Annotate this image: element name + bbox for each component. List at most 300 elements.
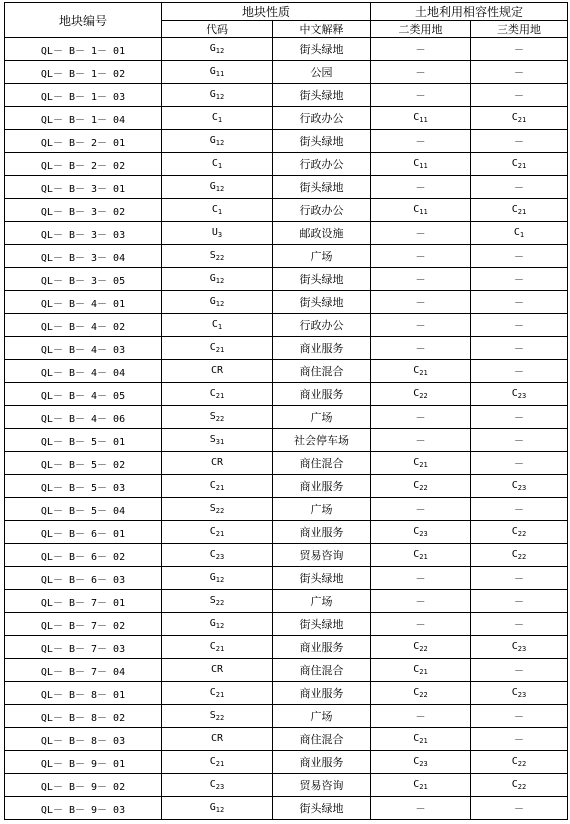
type2-cell bbox=[371, 544, 471, 567]
land-code: C bbox=[209, 342, 216, 353]
table-row bbox=[5, 268, 568, 291]
parcel-id-cell bbox=[5, 590, 162, 613]
parcel-id-cell bbox=[5, 176, 162, 199]
table-row bbox=[5, 314, 568, 337]
parcel-id-cell bbox=[5, 245, 162, 268]
type3-code: － bbox=[514, 574, 524, 585]
land-code-cell bbox=[162, 406, 273, 429]
type2-code: C bbox=[413, 204, 420, 215]
type3-cell bbox=[471, 84, 568, 107]
type3-code-subscript: 21 bbox=[517, 208, 527, 216]
table-row bbox=[5, 705, 568, 728]
land-use-table bbox=[4, 2, 568, 820]
type2-code: － bbox=[415, 321, 426, 332]
parcel-id-cell bbox=[5, 130, 162, 153]
chinese-description: 街头绿地 bbox=[299, 181, 344, 194]
chinese-description-cell bbox=[273, 107, 371, 130]
type3-code: － bbox=[514, 505, 524, 516]
type3-code: － bbox=[514, 620, 524, 631]
land-code-subscript: 31 bbox=[215, 438, 225, 446]
parcel-id: QL－ B－ 1－ 03 bbox=[40, 91, 126, 103]
type3-code: － bbox=[514, 436, 524, 447]
land-code-cell bbox=[162, 429, 273, 452]
type2-code: － bbox=[415, 45, 426, 56]
type2-cell bbox=[371, 728, 471, 751]
type3-code-subscript: 21 bbox=[517, 116, 527, 124]
type3-code: － bbox=[514, 666, 524, 677]
land-code-cell bbox=[162, 314, 273, 337]
land-code: G bbox=[209, 296, 216, 307]
land-code-subscript: 12 bbox=[215, 139, 225, 147]
type3-cell bbox=[471, 360, 568, 383]
table-row bbox=[5, 797, 568, 820]
type3-code: － bbox=[514, 45, 524, 56]
table-row bbox=[5, 61, 568, 84]
type3-cell bbox=[471, 452, 568, 475]
chinese-description: 贸易咨询 bbox=[299, 549, 344, 562]
table-row bbox=[5, 452, 568, 475]
type2-code-subscript: 23 bbox=[419, 530, 428, 538]
chinese-description-cell bbox=[273, 130, 371, 153]
land-code-cell bbox=[162, 176, 273, 199]
chinese-description: 广场 bbox=[310, 710, 333, 723]
chinese-description-cell bbox=[273, 314, 371, 337]
land-code-cell bbox=[162, 728, 273, 751]
land-code: C bbox=[209, 549, 216, 560]
type3-code: － bbox=[514, 413, 524, 424]
type3-cell bbox=[471, 245, 568, 268]
chinese-description: 商业服务 bbox=[299, 641, 344, 654]
land-code-subscript: 1 bbox=[217, 116, 223, 124]
land-code-cell bbox=[162, 774, 273, 797]
land-code-subscript: 22 bbox=[215, 507, 225, 515]
chinese-description-cell bbox=[273, 337, 371, 360]
land-code-subscript: 12 bbox=[215, 277, 225, 285]
chinese-description-cell bbox=[273, 659, 371, 682]
chinese-description: 街头绿地 bbox=[299, 135, 344, 148]
parcel-id: QL－ B－ 8－ 03 bbox=[40, 735, 126, 747]
chinese-description: 行政办公 bbox=[299, 158, 344, 171]
chinese-description: 广场 bbox=[310, 503, 333, 516]
table-row bbox=[5, 38, 568, 61]
type3-code: C bbox=[511, 687, 518, 698]
land-code-cell bbox=[162, 498, 273, 521]
land-code: G bbox=[209, 802, 216, 813]
chinese-description: 社会停车场 bbox=[294, 434, 349, 447]
land-code: U bbox=[211, 227, 218, 238]
type2-cell bbox=[371, 452, 471, 475]
chinese-description: 街头绿地 bbox=[299, 89, 344, 102]
land-code: CR bbox=[210, 365, 224, 376]
type3-code-subscript: 22 bbox=[517, 783, 527, 791]
chinese-description-cell bbox=[273, 452, 371, 475]
chinese-description-cell bbox=[273, 38, 371, 61]
type2-code: C bbox=[413, 457, 420, 468]
table-row bbox=[5, 613, 568, 636]
type2-cell bbox=[371, 429, 471, 452]
parcel-id-cell bbox=[5, 636, 162, 659]
header-compatibility: 土地利用相容性规定 bbox=[371, 3, 568, 21]
table-row bbox=[5, 222, 568, 245]
land-code-subscript: 21 bbox=[215, 645, 225, 653]
chinese-description: 街头绿地 bbox=[299, 572, 344, 585]
parcel-id: QL－ B－ 8－ 02 bbox=[40, 712, 126, 724]
type2-cell bbox=[371, 360, 471, 383]
parcel-id-cell bbox=[5, 314, 162, 337]
table-row bbox=[5, 567, 568, 590]
type2-code: － bbox=[415, 344, 426, 355]
land-code: C bbox=[211, 319, 218, 330]
land-code: CR bbox=[210, 457, 224, 468]
chinese-description: 商业服务 bbox=[299, 526, 344, 539]
land-code-cell bbox=[162, 199, 273, 222]
type3-cell bbox=[471, 498, 568, 521]
land-code: G bbox=[209, 618, 216, 629]
chinese-description-cell bbox=[273, 774, 371, 797]
chinese-description: 商业服务 bbox=[299, 342, 344, 355]
type2-cell bbox=[371, 797, 471, 820]
type2-cell bbox=[371, 107, 471, 130]
type2-cell bbox=[371, 337, 471, 360]
type3-code-subscript: 23 bbox=[517, 691, 527, 699]
type3-cell bbox=[471, 567, 568, 590]
land-code-cell bbox=[162, 84, 273, 107]
type2-cell bbox=[371, 38, 471, 61]
type3-cell bbox=[471, 429, 568, 452]
parcel-id: QL－ B－ 9－ 01 bbox=[40, 758, 126, 770]
land-code: C bbox=[209, 756, 216, 767]
parcel-id-cell bbox=[5, 498, 162, 521]
chinese-description: 广场 bbox=[310, 411, 333, 424]
chinese-description-cell bbox=[273, 291, 371, 314]
land-code: C bbox=[209, 480, 216, 491]
parcel-id-cell bbox=[5, 728, 162, 751]
land-code-cell bbox=[162, 521, 273, 544]
type2-cell bbox=[371, 291, 471, 314]
type3-cell bbox=[471, 199, 568, 222]
type3-code-subscript: 23 bbox=[517, 645, 527, 653]
type3-code: － bbox=[514, 459, 524, 470]
table-row bbox=[5, 659, 568, 682]
type3-cell bbox=[471, 636, 568, 659]
parcel-id-cell bbox=[5, 153, 162, 176]
type2-code: C bbox=[413, 733, 420, 744]
type3-cell bbox=[471, 153, 568, 176]
land-code: G bbox=[209, 135, 216, 146]
chinese-description-cell bbox=[273, 61, 371, 84]
table-row bbox=[5, 84, 568, 107]
type3-code: － bbox=[514, 367, 524, 378]
chinese-description: 贸易咨询 bbox=[299, 779, 344, 792]
type2-cell bbox=[371, 245, 471, 268]
land-code: CR bbox=[210, 664, 224, 675]
type3-cell bbox=[471, 291, 568, 314]
header-type2-land: 二类用地 bbox=[371, 21, 471, 38]
chinese-description: 行政办公 bbox=[299, 112, 344, 125]
land-code: G bbox=[209, 89, 216, 100]
land-code: G bbox=[209, 66, 216, 77]
type2-code: C bbox=[413, 641, 420, 652]
land-code: G bbox=[209, 181, 216, 192]
header-row-1 bbox=[5, 3, 568, 21]
chinese-description-cell bbox=[273, 176, 371, 199]
parcel-id: QL－ B－ 7－ 04 bbox=[40, 666, 126, 678]
parcel-id: QL－ B－ 5－ 03 bbox=[40, 482, 126, 494]
land-code-cell bbox=[162, 705, 273, 728]
type2-code-subscript: 21 bbox=[419, 553, 428, 561]
land-code-cell bbox=[162, 245, 273, 268]
type2-code: － bbox=[415, 298, 426, 309]
parcel-id: QL－ B－ 8－ 01 bbox=[40, 689, 126, 701]
parcel-id: QL－ B－ 6－ 02 bbox=[40, 551, 126, 563]
land-code-subscript: 12 bbox=[215, 185, 225, 193]
type2-code: C bbox=[413, 480, 420, 491]
chinese-description-cell bbox=[273, 728, 371, 751]
parcel-id: QL－ B－ 4－ 06 bbox=[40, 413, 126, 425]
table-row bbox=[5, 360, 568, 383]
type2-cell bbox=[371, 590, 471, 613]
type2-cell bbox=[371, 498, 471, 521]
land-code-cell bbox=[162, 567, 273, 590]
table-row bbox=[5, 774, 568, 797]
type3-code: － bbox=[514, 735, 524, 746]
type2-code: － bbox=[415, 229, 426, 240]
chinese-description-cell bbox=[273, 590, 371, 613]
land-code: S bbox=[209, 434, 216, 445]
type3-cell bbox=[471, 751, 568, 774]
parcel-id: QL－ B－ 6－ 01 bbox=[40, 528, 126, 540]
land-code: S bbox=[209, 595, 216, 606]
parcel-id: QL－ B－ 2－ 02 bbox=[40, 160, 126, 172]
chinese-description-cell bbox=[273, 245, 371, 268]
type2-cell bbox=[371, 314, 471, 337]
type3-cell bbox=[471, 337, 568, 360]
parcel-id-cell bbox=[5, 84, 162, 107]
chinese-description: 街头绿地 bbox=[299, 43, 344, 56]
type3-cell bbox=[471, 268, 568, 291]
type2-cell bbox=[371, 636, 471, 659]
type2-cell bbox=[371, 682, 471, 705]
land-code-subscript: 12 bbox=[215, 622, 225, 630]
header-land-nature: 地块性质 bbox=[162, 3, 371, 21]
chinese-description-cell bbox=[273, 429, 371, 452]
land-code-subscript: 12 bbox=[215, 300, 225, 308]
type2-cell bbox=[371, 383, 471, 406]
type3-cell bbox=[471, 797, 568, 820]
chinese-description: 商住混合 bbox=[299, 733, 344, 746]
parcel-id-cell bbox=[5, 107, 162, 130]
type3-code-subscript: 21 bbox=[517, 162, 527, 170]
land-code-cell bbox=[162, 636, 273, 659]
parcel-id: QL－ B－ 4－ 03 bbox=[40, 344, 126, 356]
land-code: S bbox=[209, 250, 216, 261]
land-code-subscript: 21 bbox=[215, 691, 225, 699]
type2-code-subscript: 22 bbox=[419, 484, 428, 492]
type3-cell bbox=[471, 613, 568, 636]
type2-code: － bbox=[415, 183, 426, 194]
chinese-description: 商业服务 bbox=[299, 388, 344, 401]
parcel-id-cell bbox=[5, 475, 162, 498]
land-code: C bbox=[209, 526, 216, 537]
parcel-id-cell bbox=[5, 383, 162, 406]
chinese-description-cell bbox=[273, 268, 371, 291]
chinese-description-cell bbox=[273, 751, 371, 774]
type2-code-subscript: 22 bbox=[419, 691, 428, 699]
land-code-subscript: 21 bbox=[215, 530, 225, 538]
land-code-cell bbox=[162, 751, 273, 774]
type3-code: C bbox=[511, 549, 518, 560]
land-code-cell bbox=[162, 61, 273, 84]
land-code-subscript: 23 bbox=[215, 783, 225, 791]
type2-code-subscript: 21 bbox=[419, 668, 428, 676]
type2-code: － bbox=[415, 574, 426, 585]
type2-code: － bbox=[415, 505, 426, 516]
land-code-subscript: 22 bbox=[215, 599, 225, 607]
chinese-description-cell bbox=[273, 636, 371, 659]
land-code: C bbox=[211, 112, 218, 123]
parcel-id: QL－ B－ 7－ 03 bbox=[40, 643, 126, 655]
land-code: C bbox=[209, 388, 216, 399]
land-code: C bbox=[211, 204, 218, 215]
land-code: S bbox=[209, 503, 216, 514]
chinese-description: 街头绿地 bbox=[299, 273, 344, 286]
type3-cell bbox=[471, 38, 568, 61]
land-code-cell bbox=[162, 383, 273, 406]
chinese-description-cell bbox=[273, 360, 371, 383]
table-row bbox=[5, 176, 568, 199]
parcel-id-cell bbox=[5, 544, 162, 567]
type2-code: C bbox=[413, 664, 420, 675]
parcel-id: QL－ B－ 6－ 03 bbox=[40, 574, 126, 586]
header-code: 代码 bbox=[162, 21, 273, 38]
type3-code: C bbox=[511, 641, 518, 652]
type3-code: C bbox=[511, 526, 518, 537]
parcel-id: QL－ B－ 1－ 04 bbox=[40, 114, 126, 126]
land-code-cell bbox=[162, 130, 273, 153]
type3-code-subscript: 22 bbox=[517, 530, 527, 538]
type3-code: － bbox=[514, 275, 524, 286]
land-code-cell bbox=[162, 153, 273, 176]
land-code-subscript: 12 bbox=[215, 576, 225, 584]
type2-cell bbox=[371, 153, 471, 176]
table-row bbox=[5, 383, 568, 406]
type2-cell bbox=[371, 61, 471, 84]
table-row bbox=[5, 751, 568, 774]
chinese-description: 行政办公 bbox=[299, 204, 344, 217]
parcel-id: QL－ B－ 2－ 01 bbox=[40, 137, 126, 149]
land-code: G bbox=[209, 273, 216, 284]
land-code-subscript: 21 bbox=[215, 760, 225, 768]
parcel-id: QL－ B－ 3－ 02 bbox=[40, 206, 126, 218]
type2-code: － bbox=[415, 137, 426, 148]
parcel-id-cell bbox=[5, 291, 162, 314]
table-row bbox=[5, 130, 568, 153]
type3-code: － bbox=[514, 597, 524, 608]
type3-code: － bbox=[514, 321, 524, 332]
parcel-id: QL－ B－ 4－ 04 bbox=[40, 367, 126, 379]
type3-code: － bbox=[514, 137, 524, 148]
chinese-description-cell bbox=[273, 84, 371, 107]
land-code: C bbox=[209, 779, 216, 790]
type2-code-subscript: 11 bbox=[419, 208, 428, 216]
table-row bbox=[5, 199, 568, 222]
type3-cell bbox=[471, 383, 568, 406]
type2-code-subscript: 22 bbox=[419, 392, 428, 400]
parcel-id: QL－ B－ 1－ 01 bbox=[40, 45, 126, 57]
parcel-id: QL－ B－ 4－ 01 bbox=[40, 298, 126, 310]
land-code-subscript: 23 bbox=[215, 553, 225, 561]
type2-code: － bbox=[415, 712, 426, 723]
land-code-subscript: 1 bbox=[217, 208, 223, 216]
type2-cell bbox=[371, 567, 471, 590]
land-code-cell bbox=[162, 544, 273, 567]
parcel-id: QL－ B－ 4－ 05 bbox=[40, 390, 126, 402]
type3-code: － bbox=[514, 252, 524, 263]
type2-code: C bbox=[413, 388, 420, 399]
type2-code: － bbox=[415, 275, 426, 286]
land-code-cell bbox=[162, 107, 273, 130]
type2-code: － bbox=[415, 620, 426, 631]
chinese-description: 商住混合 bbox=[299, 664, 344, 677]
table-row bbox=[5, 153, 568, 176]
land-code-cell bbox=[162, 452, 273, 475]
land-code-subscript: 21 bbox=[215, 484, 225, 492]
type3-cell bbox=[471, 107, 568, 130]
type2-code: C bbox=[413, 687, 420, 698]
land-code-cell bbox=[162, 590, 273, 613]
header-parcel-id: 地块编号 bbox=[5, 3, 162, 38]
parcel-id: QL－ B－ 5－ 02 bbox=[40, 459, 126, 471]
land-code-subscript: 12 bbox=[215, 806, 225, 814]
chinese-description: 邮政设施 bbox=[299, 227, 344, 240]
type2-cell bbox=[371, 406, 471, 429]
type3-code: － bbox=[514, 804, 524, 815]
type3-cell bbox=[471, 728, 568, 751]
type3-cell bbox=[471, 176, 568, 199]
table-row bbox=[5, 590, 568, 613]
type3-cell bbox=[471, 61, 568, 84]
parcel-id: QL－ B－ 3－ 04 bbox=[40, 252, 126, 264]
land-code-cell bbox=[162, 38, 273, 61]
land-code-cell bbox=[162, 475, 273, 498]
parcel-id-cell bbox=[5, 452, 162, 475]
parcel-id-cell bbox=[5, 659, 162, 682]
land-code-subscript: 11 bbox=[215, 70, 225, 78]
type2-code-subscript: 21 bbox=[419, 783, 428, 791]
land-code: CR bbox=[210, 733, 224, 744]
type2-code: － bbox=[415, 68, 426, 79]
type3-code: C bbox=[511, 158, 518, 169]
chinese-description: 街头绿地 bbox=[299, 618, 344, 631]
table-row bbox=[5, 107, 568, 130]
type2-code: － bbox=[415, 804, 426, 815]
type3-cell bbox=[471, 521, 568, 544]
parcel-id-cell bbox=[5, 429, 162, 452]
type3-code: C bbox=[511, 388, 518, 399]
table-row bbox=[5, 636, 568, 659]
type3-code: C bbox=[511, 756, 518, 767]
type3-cell bbox=[471, 774, 568, 797]
land-code-cell bbox=[162, 337, 273, 360]
type2-cell bbox=[371, 659, 471, 682]
parcel-id-cell bbox=[5, 797, 162, 820]
chinese-description-cell bbox=[273, 498, 371, 521]
land-code-subscript: 1 bbox=[217, 162, 223, 170]
land-code-subscript: 22 bbox=[215, 415, 225, 423]
land-code: S bbox=[209, 411, 216, 422]
type2-cell bbox=[371, 774, 471, 797]
parcel-id: QL－ B－ 3－ 03 bbox=[40, 229, 126, 241]
